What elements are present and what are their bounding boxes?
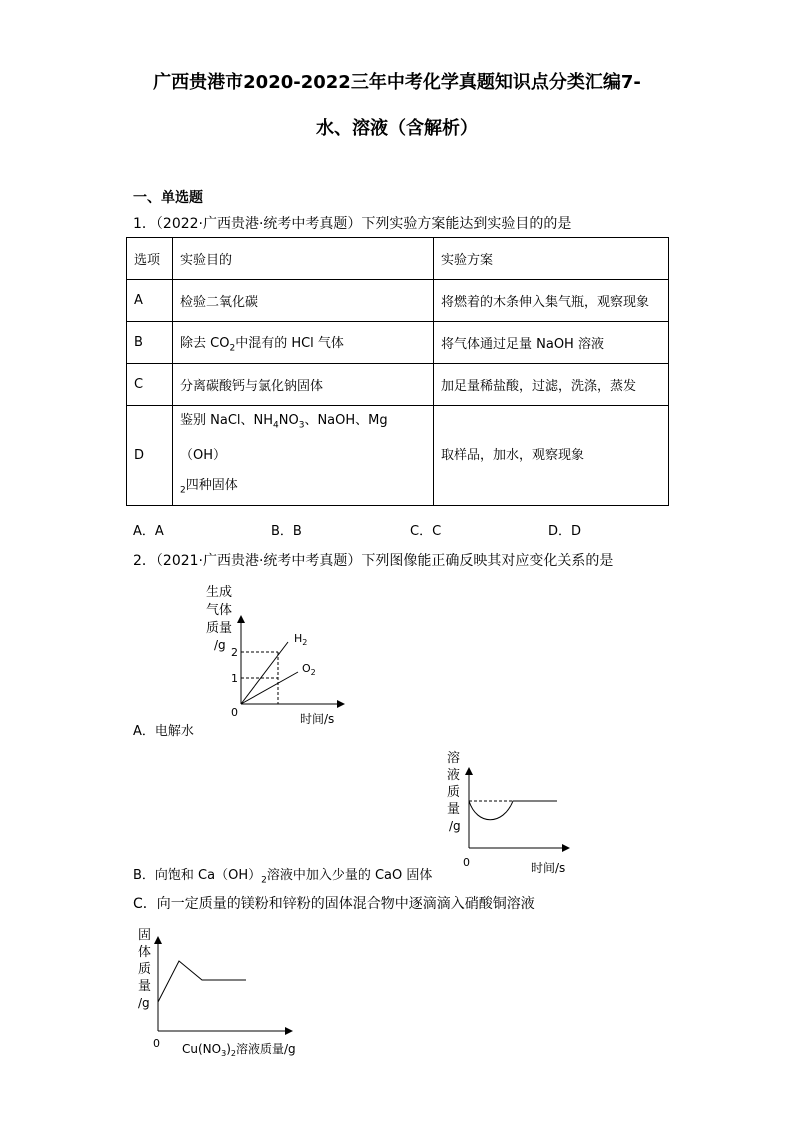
table-header-row <box>127 238 669 280</box>
q2-option-c-label: C．向一定质量的镁粉和锌粉的固体混合物中逐滴滴入硝酸铜溶液 <box>133 896 535 912</box>
y-tick-2: 2 <box>231 646 238 659</box>
table-row <box>127 364 669 406</box>
row-plan: 将燃着的木条伸入集气瓶，观察现象 <box>434 280 669 322</box>
series-o2-label: $O_2$ <box>302 662 316 677</box>
question-2-stem: 2．（2021·广西贵港·统考中考真题）下列图像能正确反映其对应变化关系的是 <box>133 553 614 569</box>
chart-solution-mass <box>441 740 601 880</box>
row-option: A <box>127 280 173 322</box>
series-line <box>158 961 246 1002</box>
row-goal: 检验二氧化碳 <box>173 280 434 322</box>
y-label-line: 质量 <box>206 621 233 636</box>
x-label: 时间/s <box>531 861 566 875</box>
y-label-line: /g <box>449 819 461 833</box>
row-goal: 鉴别 NaCl、$NH_4NO_3$、NaOH、Mg（OH） $_2$四种固体 <box>173 406 434 506</box>
table-row <box>127 322 669 364</box>
chart-electrolysis <box>196 578 356 738</box>
q1-table <box>126 237 669 506</box>
y-label-line: 生成 <box>206 585 233 600</box>
row-option: D <box>127 406 173 506</box>
series-h2-label: $H_2$ <box>294 632 308 647</box>
y-label-line: /g <box>214 638 226 652</box>
y-label-line: 质 <box>138 962 152 977</box>
y-label-line: 体 <box>138 945 152 960</box>
y-tick-1: 1 <box>231 672 238 685</box>
y-label-line: 质 <box>447 785 461 800</box>
y-label-line: 溶 <box>447 751 461 766</box>
row-goal: 分离碳酸钙与氯化钠固体 <box>173 364 434 406</box>
section-heading: 一、单选题 <box>133 190 203 206</box>
q2-option-a-label: A．电解水 <box>133 724 194 739</box>
y-label-line: 量 <box>447 802 461 817</box>
y-label-line: /g <box>138 996 150 1010</box>
table-row <box>127 406 669 506</box>
chart-solid-mass <box>130 925 330 1065</box>
question-1-stem: 1．（2022·广西贵港·统考中考真题）下列实验方案能达到实验目的的是 <box>133 216 572 232</box>
row-plan: 加足量稀盐酸，过滤，洗涤，蒸发 <box>434 364 669 406</box>
row-plan: 取样品，加水，观察现象 <box>434 406 669 506</box>
origin-label: 0 <box>463 856 470 869</box>
header-option: 选项 <box>127 238 173 280</box>
y-label-line: 液 <box>447 768 461 783</box>
option-b: B．B <box>271 524 302 539</box>
doc-title-line2: 水、溶液（含解析） <box>316 118 478 139</box>
row-goal: 除去 $CO_2$中混有的 HCl 气体 <box>173 322 434 364</box>
row-plan: 将气体通过足量 NaOH 溶液 <box>434 322 669 364</box>
option-c: C．C <box>410 524 442 539</box>
option-d: D．D <box>548 524 582 539</box>
y-label-line: 固 <box>138 928 152 943</box>
series-h2-line <box>241 642 288 704</box>
header-goal: 实验目的 <box>173 238 434 280</box>
origin-label: 0 <box>153 1037 160 1050</box>
doc-title-line1: 广西贵港市2020-2022三年中考化学真题知识点分类汇编7- <box>153 72 641 93</box>
series-o2-line <box>241 672 298 704</box>
origin-label: 0 <box>231 706 238 719</box>
series-curve <box>469 801 557 820</box>
header-plan: 实验方案 <box>434 238 669 280</box>
x-label: $Cu(NO_3)_2$溶液质量/g <box>182 1042 296 1058</box>
x-label: 时间/s <box>300 712 335 726</box>
row-option: C <box>127 364 173 406</box>
y-label-line: 气体 <box>206 603 233 618</box>
y-label-line: 量 <box>138 979 152 994</box>
row-option: B <box>127 322 173 364</box>
table-row <box>127 280 669 322</box>
option-a: A．A <box>133 524 164 539</box>
q2-option-b-label: B．向饱和 $Ca(OH)_2$溶液中加入少量的 CaO 固体 <box>133 868 433 886</box>
